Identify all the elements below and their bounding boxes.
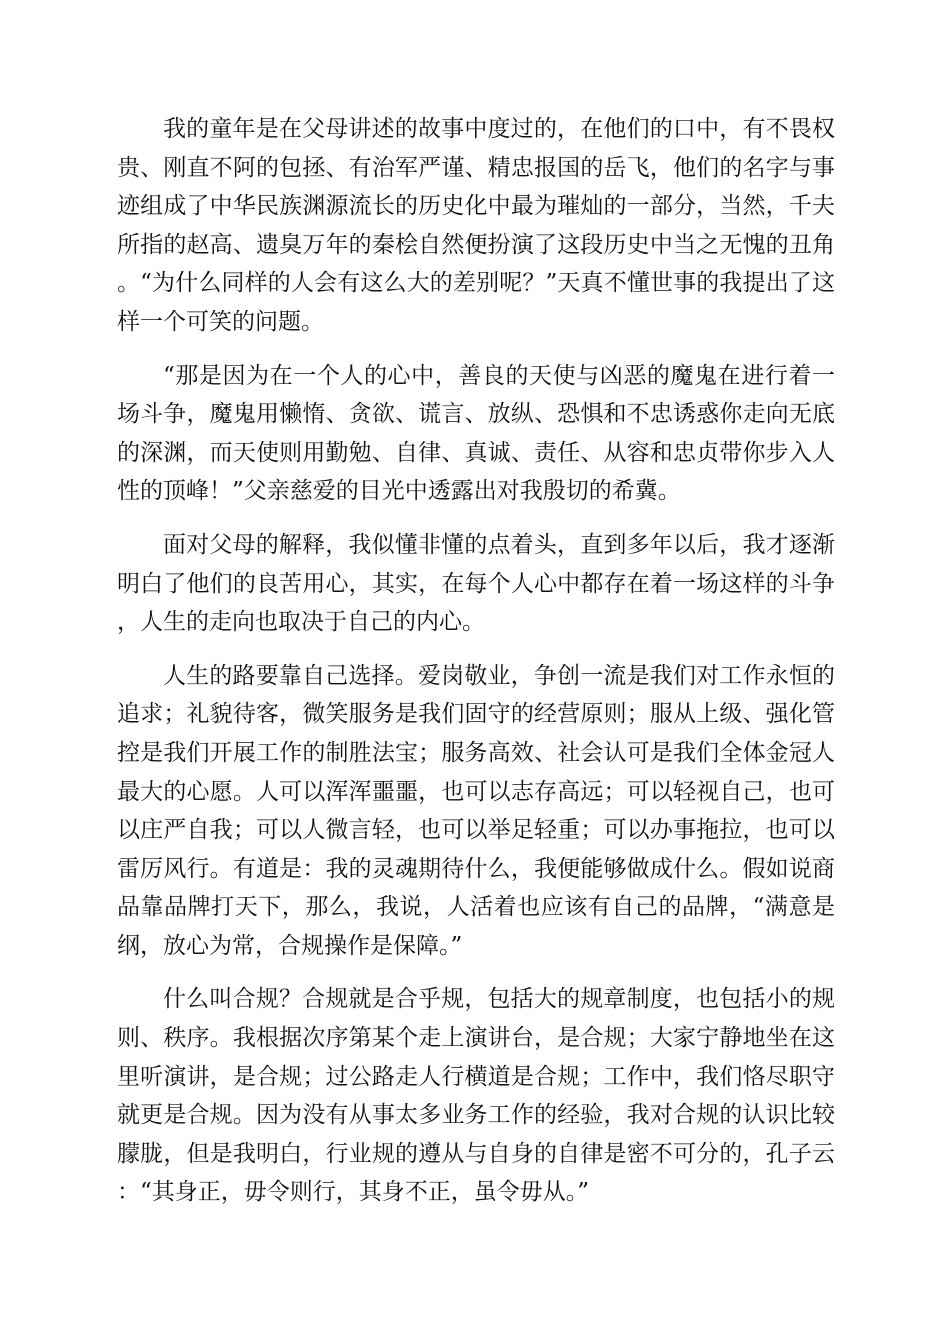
paragraph-life-choice: 人生的路要靠自己选择。爱岗敬业，争创一流是我们对工作永恒的追求；礼貌待客，微笑服务是我们固守的经营原则；服从上级、强化管控是我们开展工作的制胜法宝；服务高效、社会认可是我们全体金冠人最大的心愿。人可以浑浑噩噩，也可以志存高远；可以轻视自己，也可以庄严自我；可以人微言轻，也可以举足轻重；可以办事拖拉，也可以雷厉风行。有道是：我的灵魂期待什么，我便能够做成什么。假如说商品靠品牌打天下，那么，我说，人活着也应该有自己的品牌，“满意是纲，放心为常，合规操作是保障。” [117,662,835,959]
paragraph-compliance: 什么叫合规？合规就是合乎规，包括大的规章制度，也包括小的规则、秩序。我根据次序第某个走上演讲台，是合规；大家宁静地坐在这里听演讲，是合规；过公路走人行横道是合规；工作中，我们恪尽职守就更是合规。因为没有从事太多业务工作的经验，我对合规的认识比较朦胧，但是我明白，行业规的遵从与自身的自律是密不可分的，孔子云：“其身正，毋令则行，其身不正，虽令毋从。” [117,986,835,1206]
paragraph-childhood-stories: 我的童年是在父母讲述的故事中度过的，在他们的口中，有不畏权贵、刚直不阿的包拯、有治军严谨、精忠报国的岳飞，他们的名字与事迹组成了中华民族渊源流长的历史化中最为璀灿的一部分，当然，千夫所指的赵高、遗臭万年的秦桧自然便扮演了这段历史中当之无愧的丑角。“为什么同样的人会有这么大的差别呢？”天真不懂世事的我提出了这样一个可笑的问题。 [117,116,835,335]
paragraph-father-answer: “那是因为在一个人的心中，善良的天使与凶恶的魔鬼在进行着一场斗争，魔鬼用懒惰、贪欲、谎言、放纵、恐惧和不忠诱惑你走向无底的深渊，而天使则用勤勉、自律、真诚、责任、从容和忠贞带你步入人性的顶峰！”父亲慈爱的目光中透露出对我殷切的希冀。 [117,362,835,505]
document-page [117,110,835,1227]
paragraph-understanding: 面对父母的解释，我似懂非懂的点着头，直到多年以后，我才逐渐明白了他们的良苦用心，其实，在每个人心中都存在着一场这样的斗争，人生的走向也取决于自己的内心。 [117,531,835,636]
